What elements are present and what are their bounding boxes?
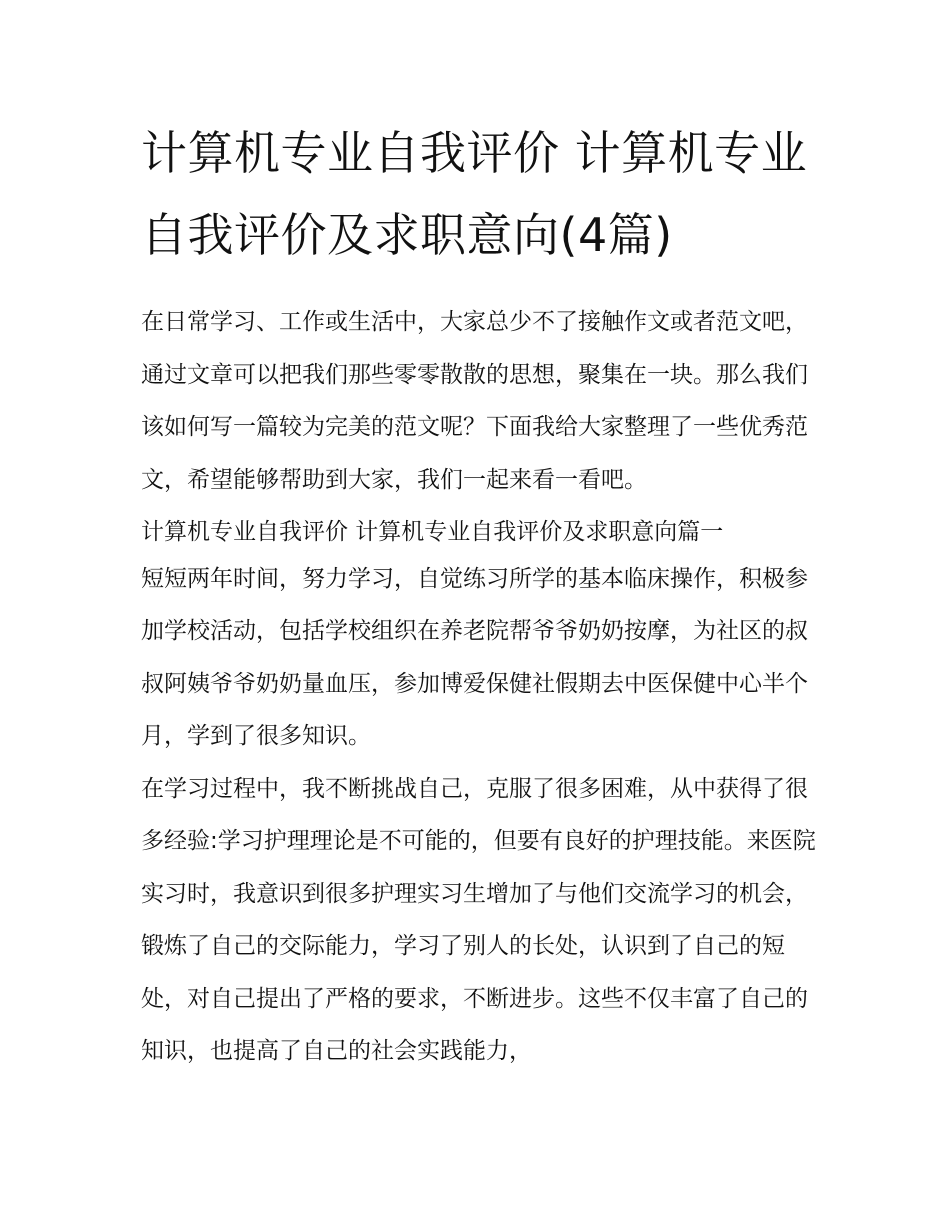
document-page (141, 112, 821, 1078)
intro-paragraph: 在日常学习、工作或生活中，大家总少不了接触作文或者范文吧，通过文章可以把我们那些零零散散的思想，聚集在一块。那么我们该如何写一篇较为完美的范文呢？下面我给大家整理了一些优秀范文，希望能够帮助到大家，我们一起来看一看吧。 (141, 309, 808, 493)
document-title: 计算机专业自我评价 计算机专业自我评价及求职意向(4篇) (141, 126, 808, 262)
body-paragraph-2: 在学习过程中，我不断挑战自己，克服了很多困难，从中获得了很多经验:学习护理理论是不可能的，但要有良好的护理技能。来医院实习时，我意识到很多护理实习生增加了与他们交流学习的机会，锻炼了自己的交际能力，学习了别人的长处，认识到了自己的短处，对自己提出了严格的要求，不断进步。这些不仅丰富了自己的知识，也提高了自己的社会实践能力， (141, 775, 816, 1064)
body-paragraph-1: 短短两年时间，努力学习，自觉练习所学的基本临床操作，积极参加学校活动，包括学校组织在养老院帮爷爷奶奶按摩，为社区的叔叔阿姨爷爷奶奶量血压，参加博爱保健社假期去中医保健中心半个月，学到了很多知识。 (141, 565, 808, 749)
section-heading: 计算机专业自我评价 计算机专业自我评价及求职意向篇一 (141, 519, 724, 545)
